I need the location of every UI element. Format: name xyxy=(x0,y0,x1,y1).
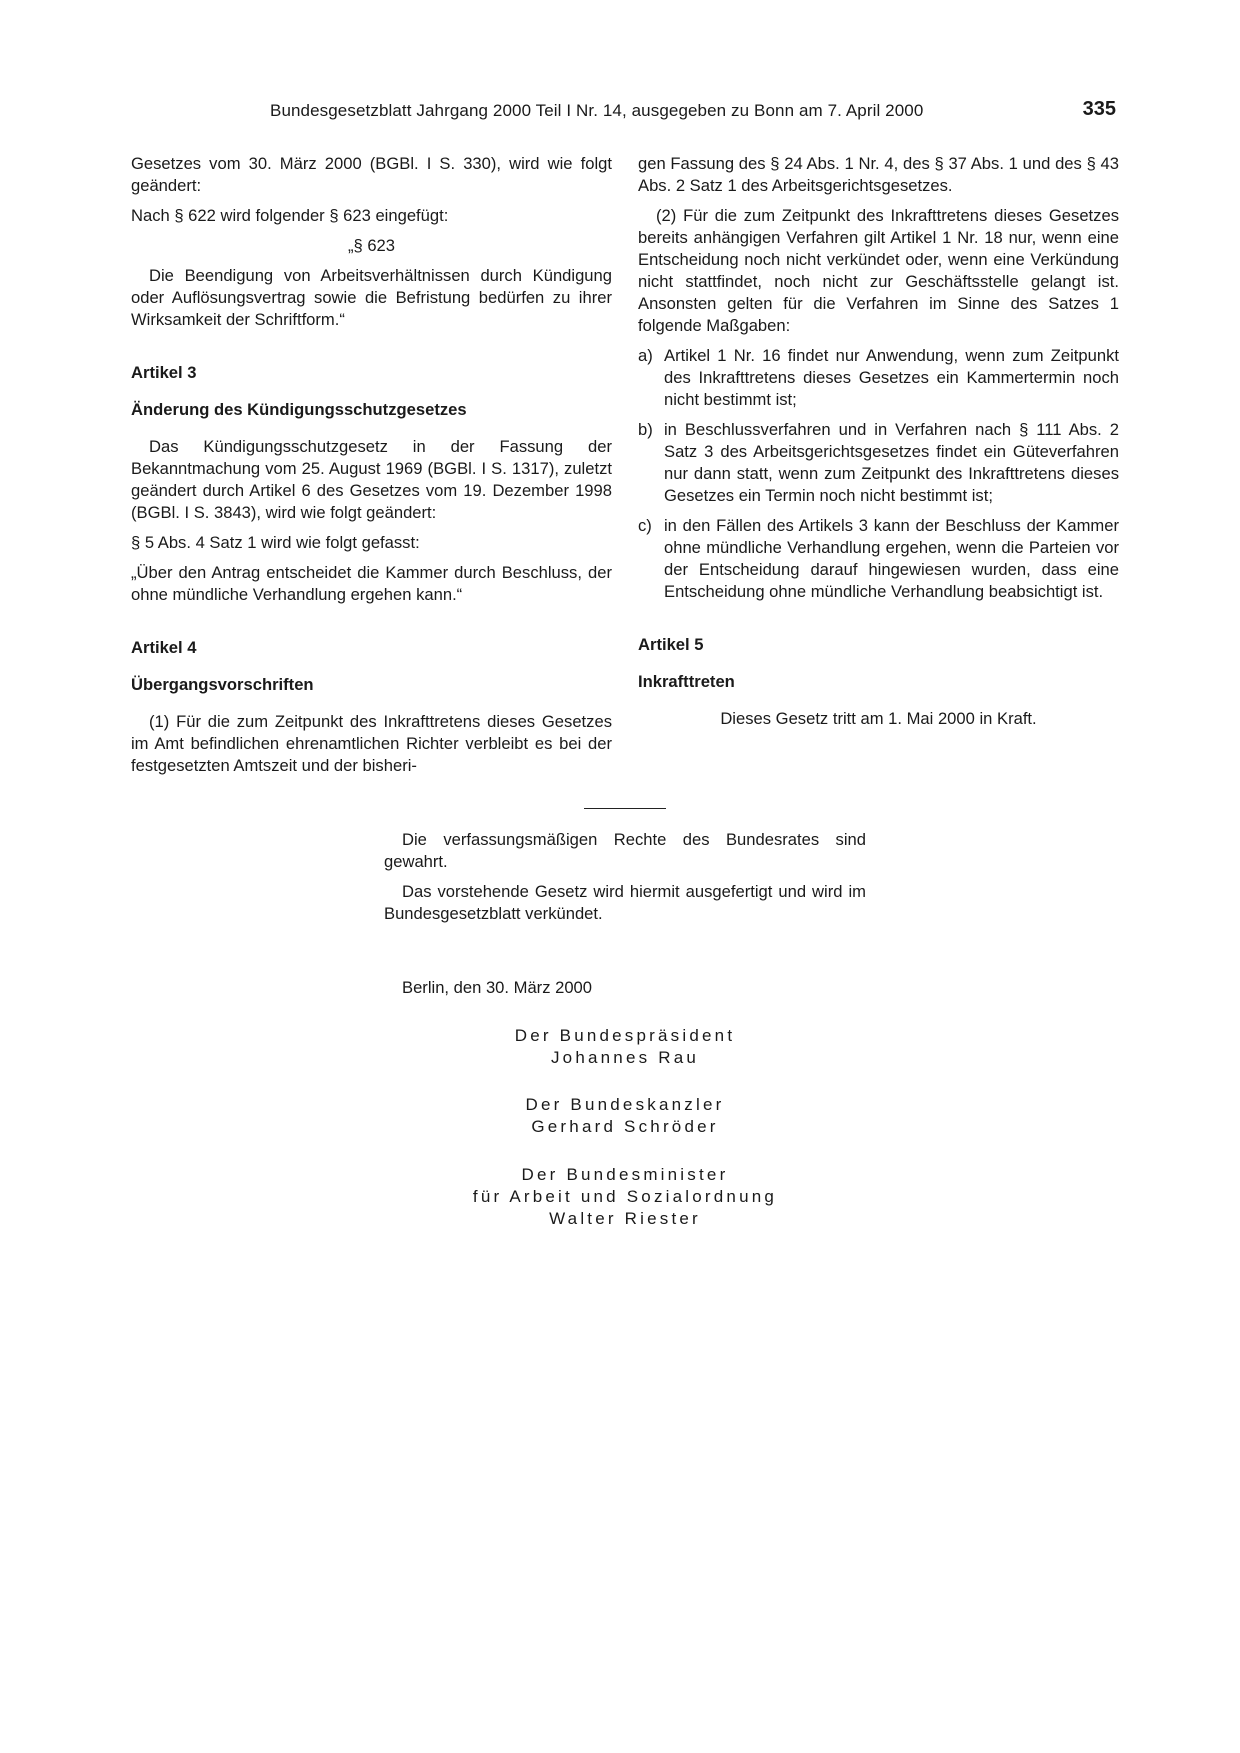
section-divider xyxy=(584,808,666,809)
signatory-role: Der Bundeskanzler xyxy=(525,1095,725,1114)
list-item-text: in den Fällen des Artikels 3 kann der Beschluss der Kammer ohne mündliche Verhandlung ergehen, wenn die Parteien vor der Entscheidung darauf hingewiesen wurden, dass eine Entscheidung ohne mündliche Verhandlung beabsichtigt ist. xyxy=(664,516,1119,601)
list-item-text: in Beschlussverfahren und in Verfahren nach § 111 Abs. 2 Satz 3 des Arbeitsgerichtsgesetzes findet ein Güteverfahren nur dann statt, wenn zum Zeitpunkt des Inkrafttretens dieses Gesetzes ein Termin noch nicht bestimmt ist; xyxy=(664,420,1119,505)
left-column xyxy=(131,153,612,785)
list-item xyxy=(638,419,1119,507)
paragraph: Das vorstehende Gesetz wird hiermit ausgefertigt und wird im Bundesgesetzblatt verkündet. xyxy=(384,882,866,923)
list-item-label: a) xyxy=(638,346,653,365)
paragraph: (2) Für die zum Zeitpunkt des Inkrafttretens dieses Gesetzes bereits anhängigen Verfahren gilt Artikel 1 Nr. 18 nur, wenn eine Entscheidung noch nicht verkündet oder, wenn eine Verkündung nicht stattfindet, noch nicht zur Geschäftsstelle gelangt ist. Ansonsten gelten für die Verfahren im Sinne des Satzes 1 folgende Maßgaben: xyxy=(638,206,1119,335)
article-3-title: Artikel 3 xyxy=(131,363,197,382)
signatory-name: Gerhard Schröder xyxy=(531,1117,719,1136)
article-5-subtitle: Inkrafttreten xyxy=(638,672,735,691)
list-item-label: c) xyxy=(638,516,652,535)
paragraph: (1) Für die zum Zeitpunkt des Inkrafttretens dieses Gesetzes im Amt befindlichen ehrenamtlichen Richter verbleibt es bei der festgesetzten Amtszeit und der bisheri- xyxy=(131,712,612,775)
place-date: Berlin, den 30. März 2000 xyxy=(402,978,593,997)
running-header: Bundesgesetzblatt Jahrgang 2000 Teil I Nr. 14, ausgegeben zu Bonn am 7. April 2000 xyxy=(270,101,924,120)
signatory-role: Der Bundespräsident xyxy=(514,1026,736,1045)
page-number: 335 xyxy=(1082,98,1116,120)
signatory-role: Der Bundesminister xyxy=(521,1165,729,1184)
article-4-title: Artikel 4 xyxy=(131,638,197,657)
signature-block xyxy=(340,1164,910,1230)
signature-block xyxy=(340,1025,910,1069)
paragraph: Das Kündigungsschutzgesetz in der Fassung der Bekanntmachung vom 25. August 1969 (BGBl. I S. 1317), zuletzt geändert durch Artikel 6 des Gesetzes vom 19. Dezember 1998 (BGBl. I S. 3843), wird wie folgt geändert: xyxy=(131,437,612,522)
signatory-name: Johannes Rau xyxy=(550,1048,700,1067)
article-3-subtitle: Änderung des Kündigungsschutzgesetzes xyxy=(131,400,467,419)
paragraph: gen Fassung des § 24 Abs. 1 Nr. 4, des § 37 Abs. 1 und des § 43 Abs. 2 Satz 1 des Arbeitsgerichtsgesetzes. xyxy=(638,154,1119,195)
signatory-role-detail: für Arbeit und Sozialordnung xyxy=(472,1187,778,1206)
list-item xyxy=(638,345,1119,411)
list-item xyxy=(638,515,1119,603)
signature-block xyxy=(340,1094,910,1138)
list-item-text: Artikel 1 Nr. 16 findet nur Anwendung, wenn zum Zeitpunkt des Inkrafttretens dieses Gesetzes ein Kammertermin noch nicht bestimmt ist; xyxy=(664,346,1119,409)
promulgation-text xyxy=(384,829,866,933)
paragraph: § 5 Abs. 4 Satz 1 wird wie folgt gefasst: xyxy=(131,533,420,552)
paragraph: Die Beendigung von Arbeitsverhältnissen durch Kündigung oder Auflösungsvertrag sowie die Befristung bedürfen zu ihrer Wirksamkeit der Schriftform.“ xyxy=(131,266,612,329)
paragraph: Gesetzes vom 30. März 2000 (BGBl. I S. 330), wird wie folgt geändert: xyxy=(131,154,612,195)
paragraph: „Über den Antrag entscheidet die Kammer durch Beschluss, der ohne mündliche Verhandlung ergehen kann.“ xyxy=(131,563,612,604)
right-column xyxy=(638,153,1119,738)
article-4-subtitle: Übergangsvorschriften xyxy=(131,675,314,694)
paragraph: Dieses Gesetz tritt am 1. Mai 2000 in Kraft. xyxy=(720,709,1037,728)
article-5-title: Artikel 5 xyxy=(638,635,704,654)
section-marker: „§ 623 xyxy=(347,236,396,255)
paragraph: Die verfassungsmäßigen Rechte des Bundesrates sind gewahrt. xyxy=(384,830,866,871)
paragraph: Nach § 622 wird folgender § 623 eingefügt: xyxy=(131,206,449,225)
list-item-label: b) xyxy=(638,420,653,439)
signatory-name: Walter Riester xyxy=(549,1209,701,1228)
page-header xyxy=(130,98,1120,128)
